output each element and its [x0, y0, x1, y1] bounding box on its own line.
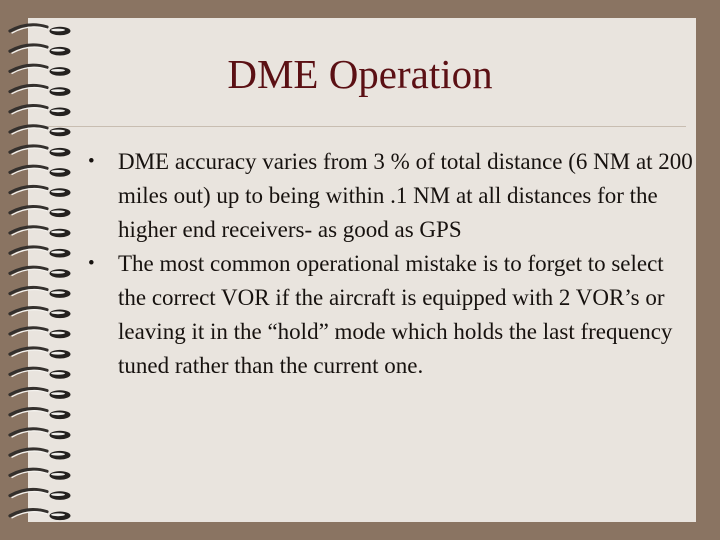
spiral-ring — [10, 429, 71, 439]
spiral-ring — [10, 449, 71, 459]
spiral-ring — [10, 207, 71, 217]
spiral-ring — [10, 146, 71, 156]
spiral-ring — [10, 510, 71, 520]
spiral-ring — [10, 328, 71, 338]
spiral-ring — [10, 166, 71, 176]
bullet-item — [88, 145, 698, 247]
bullet-text: DME accuracy varies from 3 % of total distance (6 NM at 200 miles out) up to being within .1 NM at all distances for the higher end receivers- as good as GPS — [118, 149, 693, 242]
spiral-ring — [10, 490, 71, 500]
spiral-ring — [10, 469, 71, 479]
spiral-ring — [10, 187, 71, 197]
spiral-ring — [10, 389, 71, 399]
spiral-ring — [10, 308, 71, 318]
bullet-text: The most common operational mistake is to forget to select the correct VOR if the aircraft is equipped with 2 VOR’s or leaving it in the “hold” mode which holds the last frequency tuned rather than the current one. — [118, 251, 673, 378]
spiral-ring — [10, 106, 71, 116]
title-divider — [48, 126, 686, 127]
spiral-ring — [10, 267, 71, 277]
spiral-ring — [10, 288, 71, 298]
bullet-item — [88, 247, 698, 383]
spiral-ring — [10, 227, 71, 237]
bullet-point-icon: • — [88, 151, 95, 172]
spiral-ring — [10, 247, 71, 257]
bullet-point-icon: • — [88, 253, 95, 274]
spiral-ring — [10, 368, 71, 378]
spiral-ring — [10, 348, 71, 358]
bullet-list — [88, 145, 698, 383]
spiral-ring — [10, 409, 71, 419]
slide-title: DME Operation — [227, 51, 493, 98]
spiral-ring — [10, 126, 71, 136]
spiral-ring — [10, 25, 71, 35]
